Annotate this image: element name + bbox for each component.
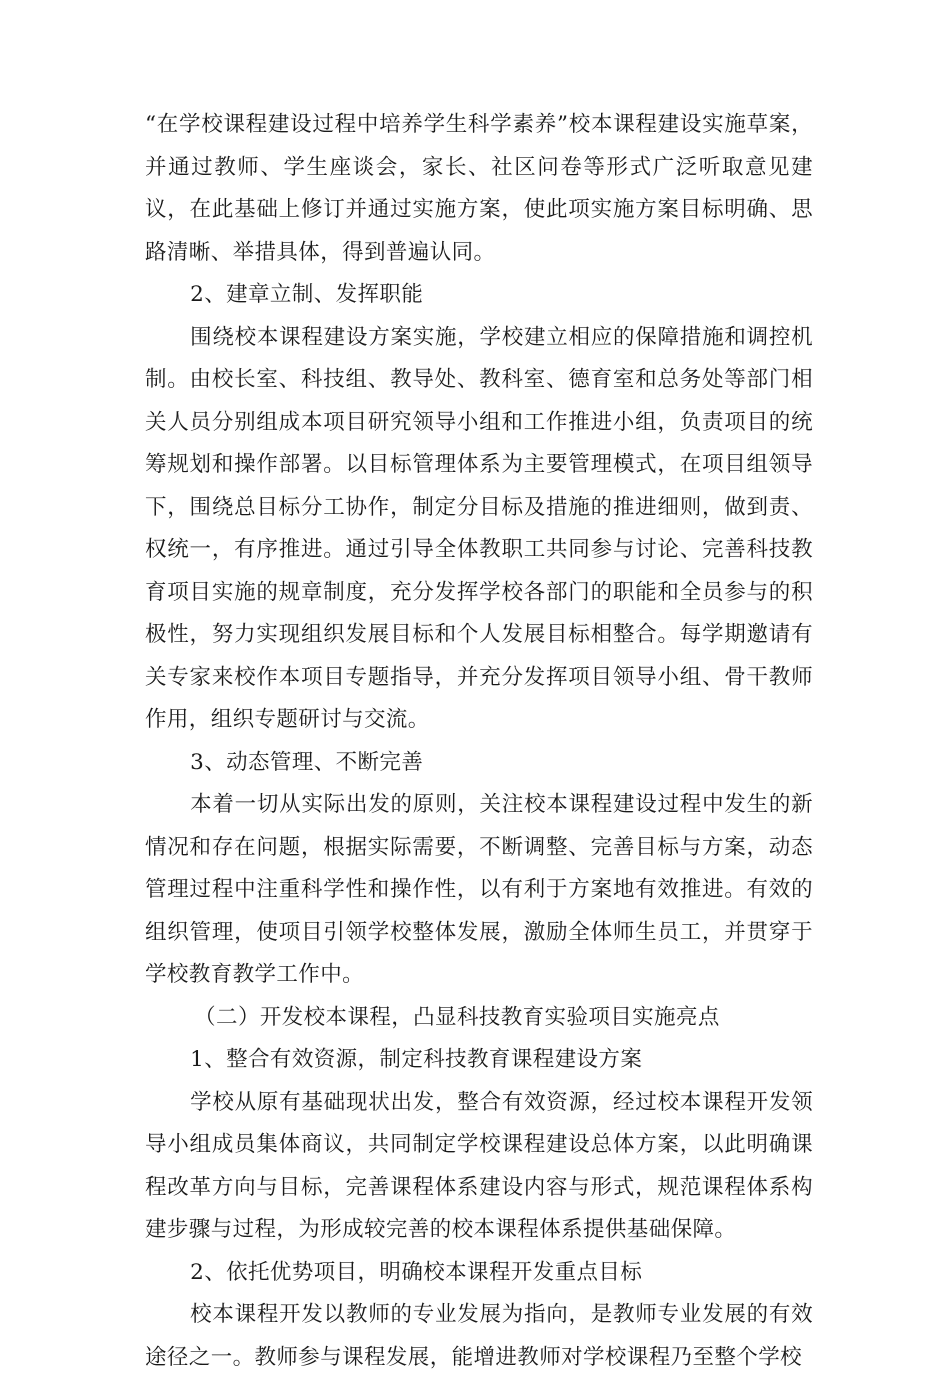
subheading-3-dynamic-management: 3、动态管理、不断完善 — [190, 749, 424, 775]
paragraph-key-goals: 校本课程开发以教师的专业发展为指向，是教师专业发展的有效途径之一。教师参与课程发展，能增进教师对学校课程乃至整个学校 — [145, 1302, 813, 1370]
paragraph-regulations: 围绕校本课程建设方案实施，学校建立相应的保障措施和调控机制。由校长室、科技组、教导处、教科室、德育室和总务处等部门相关人员分别组成本项目研究领导小组和工作推进小组，负责项目的统筹规划和操作部署。以目标管理体系为主要管理模式，在项目组领导下，围绕总目标分工协作，制定分目标及措施的推进细则，做到责、权统一，有序推进。通过引导全体教职工共同参与讨论、完善科技教育项目实施的规章制度，充分发挥学校各部门的职能和全员参与的积极性，努力实现组织发展目标和个人发展目标相整合。每学期邀请有关专家来校作本项目专题指导，并充分发挥项目领导小组、骨干教师作用，组织专题研讨与交流。 — [145, 324, 813, 732]
paragraph-intro-continuation: “在学校课程建设过程中培养学生科学素养”校本课程建设实施草案，并通过教师、学生座谈会，家长、社区问卷等形式广泛听取意见建议，在此基础上修订并通过实施方案，使此项实施方案目标明确、思路清晰、举措具体，得到普遍认同。 — [145, 112, 813, 265]
subheading-2-key-goals: 2、依托优势项目，明确校本课程开发重点目标 — [190, 1259, 643, 1285]
section-heading-2-develop-courses: （二）开发校本课程，凸显科技教育实验项目实施亮点 — [194, 1004, 720, 1030]
subheading-1-integrate-resources: 1、整合有效资源，制定科技教育课程建设方案 — [190, 1047, 643, 1072]
document-body — [145, 104, 813, 1379]
paragraph-integrate-resources: 学校从原有基础现状出发，整合有效资源，经过校本课程开发领导小组成员集体商议，共同制定学校课程建设总体方案，以此明确课程改革方向与目标，完善课程体系建设内容与形式，规范课程体系构建步骤与过程，为形成较完善的校本课程体系提供基础保障。 — [145, 1089, 813, 1242]
subheading-2-regulations: 2、建章立制、发挥职能 — [190, 282, 424, 307]
paragraph-dynamic-management: 本着一切从实际出发的原则，关注校本课程建设过程中发生的新情况和存在问题，根据实际需要，不断调整、完善目标与方案，动态管理过程中注重科学性和操作性，以有利于方案地有效推进。有效的组织管理，使项目引领学校整体发展，激励全体师生员工，并贯穿于学校教育教学工作中。 — [145, 792, 813, 987]
